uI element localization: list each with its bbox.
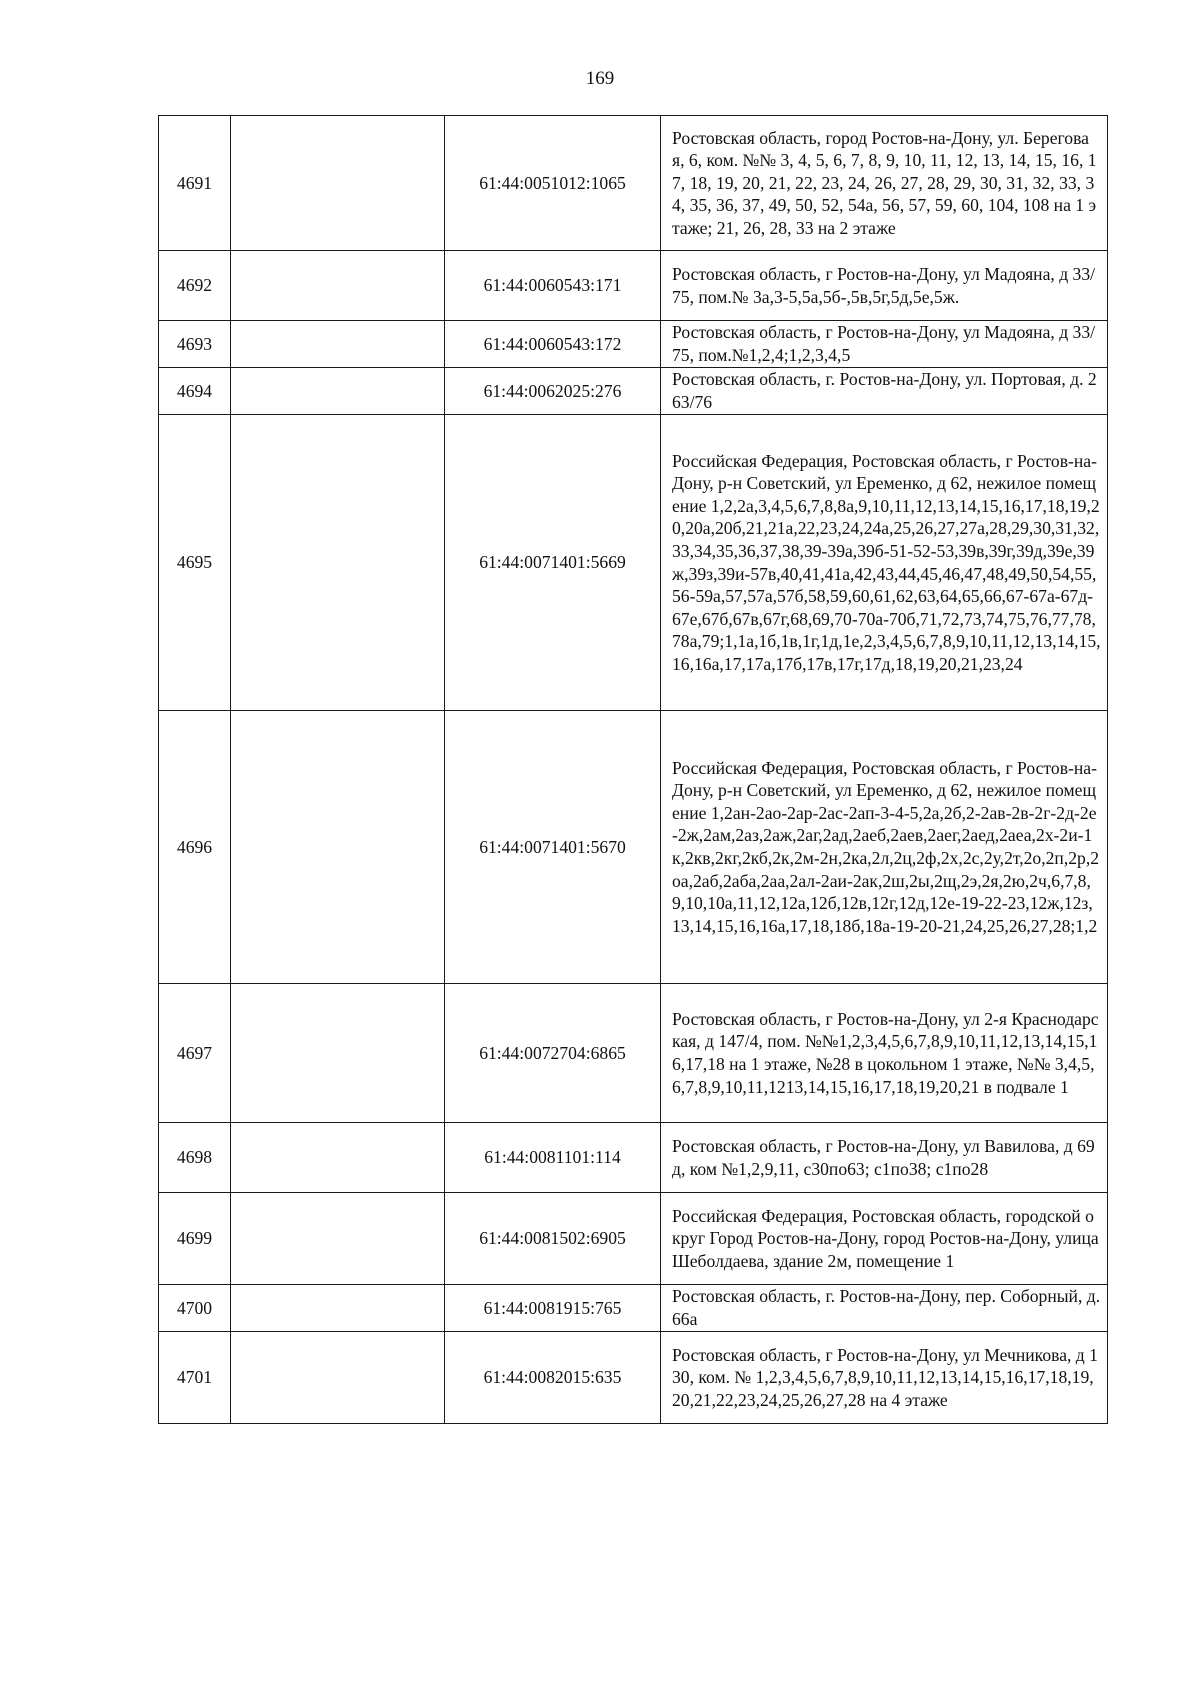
row-number-cell: 4691 bbox=[159, 116, 231, 251]
owner-cell bbox=[231, 1332, 445, 1424]
address-cell: Ростовская область, г. Ростов-на-Дону, ул. Портовая, д. 263/76 bbox=[661, 368, 1108, 415]
table-row bbox=[159, 368, 1108, 415]
table-row bbox=[159, 321, 1108, 368]
owner-cell bbox=[231, 1285, 445, 1332]
owner-cell bbox=[231, 984, 445, 1123]
address-cell: Ростовская область, г Ростов-на-Дону, ул Мадояна, д 33/75, пом.№1,2,4;1,2,3,4,5 bbox=[661, 321, 1108, 368]
address-cell: Ростовская область, город Ростов-на-Дону, ул. Береговая, 6, ком. №№ 3, 4, 5, 6, 7, 8, 9, 10, 11, 12, 13, 14, 15, 16, 17, 18, 19, 20, 21, 22, 23, 24, 26, 27, 28, 29, 30, 31, 32, 33, 34, 35, 36, 37, 49, 50, 52, 54а, 56, 57, 59, 60, 104, 108 на 1 этаже; 21, 26, 28, 33 на 2 этаже bbox=[661, 116, 1108, 251]
address-cell: Ростовская область, г. Ростов-на-Дону, пер. Соборный, д. 66а bbox=[661, 1285, 1108, 1332]
table-row bbox=[159, 1285, 1108, 1332]
cadastral-number-cell: 61:44:0081915:765 bbox=[445, 1285, 661, 1332]
table-row bbox=[159, 251, 1108, 321]
address-cell: Ростовская область, г Ростов-на-Дону, ул Вавилова, д 69д, ком №1,2,9,11, с30по63; с1по38; с1по28 bbox=[661, 1123, 1108, 1193]
cadastral-number-cell: 61:44:0060543:171 bbox=[445, 251, 661, 321]
row-number-cell: 4692 bbox=[159, 251, 231, 321]
row-number-cell: 4697 bbox=[159, 984, 231, 1123]
cadastral-number-cell: 61:44:0071401:5669 bbox=[445, 415, 661, 711]
row-number-cell: 4693 bbox=[159, 321, 231, 368]
owner-cell bbox=[231, 415, 445, 711]
cadastral-number-cell: 61:44:0082015:635 bbox=[445, 1332, 661, 1424]
table-row bbox=[159, 1123, 1108, 1193]
owner-cell bbox=[231, 368, 445, 415]
owner-cell bbox=[231, 1123, 445, 1193]
cadastral-number-cell: 61:44:0071401:5670 bbox=[445, 711, 661, 984]
row-number-cell: 4699 bbox=[159, 1193, 231, 1285]
cadastral-number-cell: 61:44:0060543:172 bbox=[445, 321, 661, 368]
row-number-cell: 4700 bbox=[159, 1285, 231, 1332]
address-cell: Ростовская область, г Ростов-на-Дону, ул 2-я Краснодарская, д 147/4, пом. №№1,2,3,4,5,6,7,8,9,10,11,12,13,14,15,16,17,18 на 1 этаже, №28 в цокольном 1 этаже, №№ 3,4,5,6,7,8,9,10,11,1213,14,15,16,17,18,19,20,21 в подвале 1 bbox=[661, 984, 1108, 1123]
table-row bbox=[159, 1193, 1108, 1285]
cadastral-number-cell: 61:44:0051012:1065 bbox=[445, 116, 661, 251]
owner-cell bbox=[231, 1193, 445, 1285]
table-row bbox=[159, 116, 1108, 251]
address-cell: Российская Федерация, Ростовская область, г Ростов-на-Дону, р-н Советский, ул Еременко, д 62, нежилое помещение 1,2,2а,3,4,5,6,7,8,8а,9,10,11,12,13,14,15,16,17,18,19,20,20а,20б,21,21а,22,23,24,24а,25,26,27,27а,28,29,30,31,32,33,34,35,36,37,38,39-39а,39б-51-52-53,39в,39г,39д,39е,39ж,39з,39и-57в,40,41,41а,42,43,44,45,46,47,48,49,50,54,55,56-59а,57,57а,57б,58,59,60,61,62,63,64,65,66,67-67а-67д-67е,67б,67в,67г,68,69,70-70а-70б,71,72,73,74,75,76,77,78,78а,79;1,1а,1б,1в,1г,1д,1е,2,3,4,5,6,7,8,9,10,11,12,13,14,15,16,16а,17,17а,17б,17в,17г,17д,18,19,20,21,23,24 bbox=[661, 415, 1108, 711]
table-row bbox=[159, 1332, 1108, 1424]
property-registry-table bbox=[158, 115, 1108, 1424]
cadastral-number-cell: 61:44:0062025:276 bbox=[445, 368, 661, 415]
row-number-cell: 4695 bbox=[159, 415, 231, 711]
owner-cell bbox=[231, 321, 445, 368]
owner-cell bbox=[231, 251, 445, 321]
table-row bbox=[159, 984, 1108, 1123]
row-number-cell: 4698 bbox=[159, 1123, 231, 1193]
owner-cell bbox=[231, 711, 445, 984]
row-number-cell: 4694 bbox=[159, 368, 231, 415]
cadastral-number-cell: 61:44:0072704:6865 bbox=[445, 984, 661, 1123]
address-cell: Российская Федерация, Ростовская область, г Ростов-на-Дону, р-н Советский, ул Еременко, д 62, нежилое помещение 1,2ан-2ао-2ар-2ас-2ап-3-4-5,2а,2б,2-2ав-2в-2г-2д-2е-2ж,2ам,2аз,2аж,2аг,2ад,2аеб,2аев,2аег,2аед,2аеа,2х-2и-1к,2кв,2кг,2кб,2к,2м-2н,2ка,2л,2ц,2ф,2х,2с,2у,2т,2о,2п,2р,2оа,2аб,2аба,2аа,2ал-2аи-2ак,2ш,2ы,2щ,2э,2я,2ю,2ч,6,7,8,9,10,10а,11,12,12а,12б,12в,12г,12д,12е-19-22-23,12ж,12з,13,14,15,16,16а,17,18,18б,18а-19-20-21,24,25,26,27,28;1,2 bbox=[661, 711, 1108, 984]
owner-cell bbox=[231, 116, 445, 251]
table-row bbox=[159, 415, 1108, 711]
cadastral-number-cell: 61:44:0081101:114 bbox=[445, 1123, 661, 1193]
table-row bbox=[159, 711, 1108, 984]
row-number-cell: 4701 bbox=[159, 1332, 231, 1424]
address-cell: Российская Федерация, Ростовская область, городской округ Город Ростов-на-Дону, город Ростов-на-Дону, улица Шеболдаева, здание 2м, помещение 1 bbox=[661, 1193, 1108, 1285]
address-cell: Ростовская область, г Ростов-на-Дону, ул Мадояна, д 33/75, пом.№ 3а,3-5,5а,5б-,5в,5г,5д,5е,5ж. bbox=[661, 251, 1108, 321]
page-number: 169 bbox=[585, 68, 615, 89]
row-number-cell: 4696 bbox=[159, 711, 231, 984]
address-cell: Ростовская область, г Ростов-на-Дону, ул Мечникова, д 130, ком. № 1,2,3,4,5,6,7,8,9,10,11,12,13,14,15,16,17,18,19,20,21,22,23,24,25,26,27,28 на 4 этаже bbox=[661, 1332, 1108, 1424]
cadastral-number-cell: 61:44:0081502:6905 bbox=[445, 1193, 661, 1285]
